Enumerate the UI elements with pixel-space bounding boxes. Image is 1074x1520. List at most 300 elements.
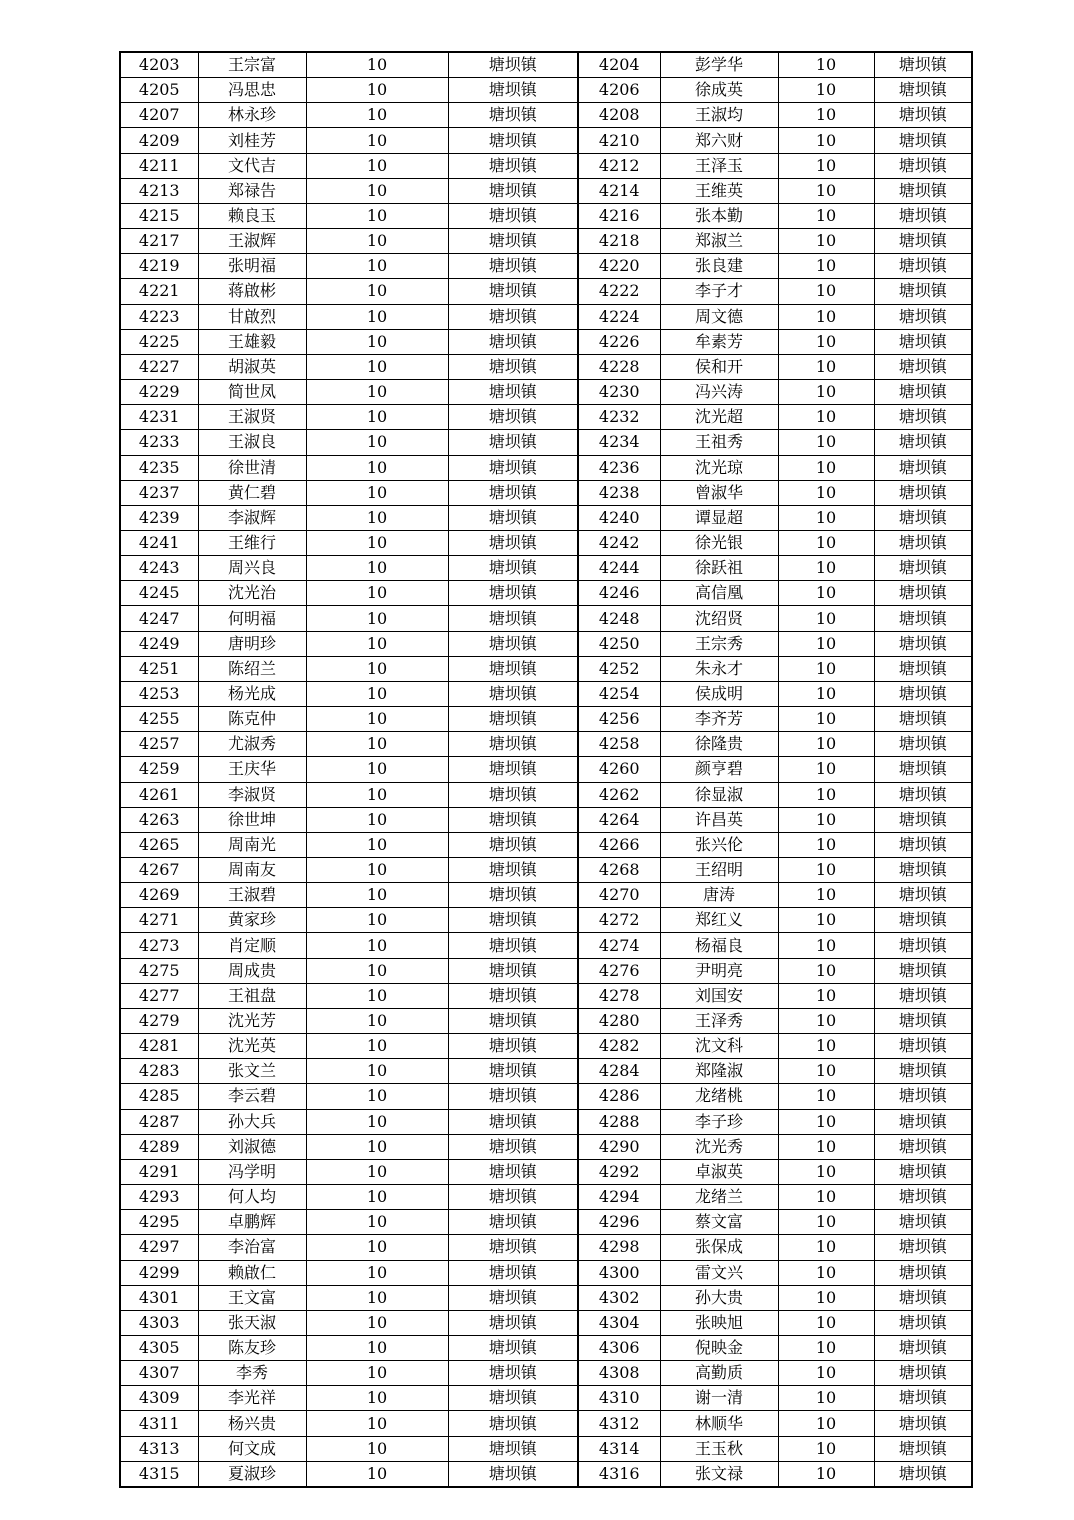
amount-cell: 10: [778, 656, 874, 681]
record-id-cell: 4233: [120, 430, 198, 455]
town-cell: 塘坝镇: [448, 1109, 578, 1134]
amount-cell: 10: [306, 1109, 448, 1134]
town-cell: 塘坝镇: [874, 128, 972, 153]
name-cell: 龙绪兰: [660, 1185, 778, 1210]
town-cell: 塘坝镇: [448, 983, 578, 1008]
town-cell: 塘坝镇: [874, 1411, 972, 1436]
name-cell: 张映旭: [660, 1310, 778, 1335]
table-row: [120, 178, 972, 203]
amount-cell: 10: [306, 203, 448, 228]
record-id-cell: 4263: [120, 807, 198, 832]
name-cell: 李光祥: [198, 1386, 306, 1411]
table-row: [120, 153, 972, 178]
amount-cell: 10: [306, 1361, 448, 1386]
table-row: [120, 203, 972, 228]
town-cell: 塘坝镇: [874, 304, 972, 329]
name-cell: 谢一清: [660, 1386, 778, 1411]
town-cell: 塘坝镇: [448, 455, 578, 480]
name-cell: 黄仁碧: [198, 480, 306, 505]
amount-cell: 10: [778, 103, 874, 128]
amount-cell: 10: [778, 1386, 874, 1411]
town-cell: 塘坝镇: [874, 1310, 972, 1335]
name-cell: 张兴伦: [660, 832, 778, 857]
record-id-cell: 4287: [120, 1109, 198, 1134]
town-cell: 塘坝镇: [874, 530, 972, 555]
town-cell: 塘坝镇: [448, 757, 578, 782]
name-cell: 肖定顺: [198, 933, 306, 958]
town-cell: 塘坝镇: [874, 883, 972, 908]
record-id-cell: 4221: [120, 279, 198, 304]
name-cell: 侯成明: [660, 681, 778, 706]
record-id-cell: 4297: [120, 1235, 198, 1260]
town-cell: 塘坝镇: [874, 631, 972, 656]
town-cell: 塘坝镇: [874, 1210, 972, 1235]
amount-cell: 10: [306, 556, 448, 581]
name-cell: 赖啟仁: [198, 1260, 306, 1285]
town-cell: 塘坝镇: [874, 505, 972, 530]
town-cell: 塘坝镇: [874, 983, 972, 1008]
amount-cell: 10: [306, 405, 448, 430]
record-id-cell: 4259: [120, 757, 198, 782]
record-id-cell: 4249: [120, 631, 198, 656]
name-cell: 郑隆淑: [660, 1059, 778, 1084]
town-cell: 塘坝镇: [874, 254, 972, 279]
record-id-cell: 4246: [578, 581, 660, 606]
amount-cell: 10: [778, 1461, 874, 1487]
record-id-cell: 4239: [120, 505, 198, 530]
town-cell: 塘坝镇: [874, 279, 972, 304]
amount-cell: 10: [306, 832, 448, 857]
table-row: [120, 757, 972, 782]
record-id-cell: 4277: [120, 983, 198, 1008]
amount-cell: 10: [778, 1411, 874, 1436]
amount-cell: 10: [778, 1436, 874, 1461]
record-id-cell: 4290: [578, 1134, 660, 1159]
name-cell: 李子珍: [660, 1109, 778, 1134]
name-cell: 沈光治: [198, 581, 306, 606]
name-cell: 尤淑秀: [198, 732, 306, 757]
town-cell: 塘坝镇: [874, 556, 972, 581]
name-cell: 徐显淑: [660, 782, 778, 807]
name-cell: 孙大贵: [660, 1285, 778, 1310]
table-row: [120, 1436, 972, 1461]
amount-cell: 10: [778, 530, 874, 555]
name-cell: 杨光成: [198, 681, 306, 706]
amount-cell: 10: [306, 858, 448, 883]
name-cell: 蔡文富: [660, 1210, 778, 1235]
town-cell: 塘坝镇: [874, 103, 972, 128]
town-cell: 塘坝镇: [874, 1159, 972, 1184]
amount-cell: 10: [778, 707, 874, 732]
town-cell: 塘坝镇: [448, 1411, 578, 1436]
record-id-cell: 4218: [578, 229, 660, 254]
amount-cell: 10: [778, 430, 874, 455]
record-id-cell: 4262: [578, 782, 660, 807]
amount-cell: 10: [306, 656, 448, 681]
record-id-cell: 4311: [120, 1411, 198, 1436]
name-cell: 王淑辉: [198, 229, 306, 254]
record-id-cell: 4203: [120, 52, 198, 78]
name-cell: 刘国安: [660, 983, 778, 1008]
name-cell: 沈文科: [660, 1034, 778, 1059]
town-cell: 塘坝镇: [874, 958, 972, 983]
town-cell: 塘坝镇: [448, 430, 578, 455]
town-cell: 塘坝镇: [874, 1084, 972, 1109]
record-id-cell: 4251: [120, 656, 198, 681]
name-cell: 彭学华: [660, 52, 778, 78]
record-id-cell: 4310: [578, 1386, 660, 1411]
town-cell: 塘坝镇: [448, 908, 578, 933]
amount-cell: 10: [306, 1411, 448, 1436]
record-id-cell: 4217: [120, 229, 198, 254]
name-cell: 牟素芳: [660, 329, 778, 354]
record-id-cell: 4276: [578, 958, 660, 983]
town-cell: 塘坝镇: [874, 52, 972, 78]
table-row: [120, 480, 972, 505]
amount-cell: 10: [306, 304, 448, 329]
amount-cell: 10: [778, 1109, 874, 1134]
town-cell: 塘坝镇: [874, 832, 972, 857]
town-cell: 塘坝镇: [448, 480, 578, 505]
name-cell: 周兴良: [198, 556, 306, 581]
name-cell: 高勤质: [660, 1361, 778, 1386]
town-cell: 塘坝镇: [874, 1436, 972, 1461]
table-row: [120, 983, 972, 1008]
amount-cell: 10: [778, 681, 874, 706]
town-cell: 塘坝镇: [448, 1210, 578, 1235]
record-id-cell: 4207: [120, 103, 198, 128]
amount-cell: 10: [306, 1310, 448, 1335]
record-id-cell: 4215: [120, 203, 198, 228]
name-cell: 郑淑兰: [660, 229, 778, 254]
amount-cell: 10: [778, 1210, 874, 1235]
table-row: [120, 883, 972, 908]
amount-cell: 10: [778, 405, 874, 430]
town-cell: 塘坝镇: [874, 1109, 972, 1134]
town-cell: 塘坝镇: [874, 1386, 972, 1411]
town-cell: 塘坝镇: [448, 78, 578, 103]
town-cell: 塘坝镇: [448, 656, 578, 681]
table-row: [120, 782, 972, 807]
record-id-cell: 4253: [120, 681, 198, 706]
town-cell: 塘坝镇: [448, 304, 578, 329]
record-id-cell: 4214: [578, 178, 660, 203]
town-cell: 塘坝镇: [448, 556, 578, 581]
table-row: [120, 933, 972, 958]
record-id-cell: 4225: [120, 329, 198, 354]
record-id-cell: 4302: [578, 1285, 660, 1310]
record-id-cell: 4284: [578, 1059, 660, 1084]
name-cell: 颜亨碧: [660, 757, 778, 782]
name-cell: 刘淑德: [198, 1134, 306, 1159]
roster-table-body: [120, 52, 972, 1487]
record-id-cell: 4235: [120, 455, 198, 480]
town-cell: 塘坝镇: [448, 1285, 578, 1310]
name-cell: 陈绍兰: [198, 656, 306, 681]
amount-cell: 10: [306, 958, 448, 983]
record-id-cell: 4236: [578, 455, 660, 480]
record-id-cell: 4278: [578, 983, 660, 1008]
town-cell: 塘坝镇: [874, 707, 972, 732]
table-row: [120, 1084, 972, 1109]
record-id-cell: 4275: [120, 958, 198, 983]
amount-cell: 10: [306, 883, 448, 908]
record-id-cell: 4281: [120, 1034, 198, 1059]
record-id-cell: 4232: [578, 405, 660, 430]
town-cell: 塘坝镇: [874, 1235, 972, 1260]
name-cell: 李子才: [660, 279, 778, 304]
table-row: [120, 78, 972, 103]
name-cell: 王宗富: [198, 52, 306, 78]
record-id-cell: 4305: [120, 1335, 198, 1360]
amount-cell: 10: [306, 1436, 448, 1461]
name-cell: 沈光英: [198, 1034, 306, 1059]
name-cell: 唐明珍: [198, 631, 306, 656]
table-row: [120, 304, 972, 329]
table-row: [120, 1159, 972, 1184]
name-cell: 张明福: [198, 254, 306, 279]
town-cell: 塘坝镇: [448, 606, 578, 631]
name-cell: 沈光超: [660, 405, 778, 430]
town-cell: 塘坝镇: [874, 229, 972, 254]
record-id-cell: 4267: [120, 858, 198, 883]
town-cell: 塘坝镇: [448, 933, 578, 958]
amount-cell: 10: [778, 1134, 874, 1159]
table-row: [120, 505, 972, 530]
town-cell: 塘坝镇: [874, 178, 972, 203]
town-cell: 塘坝镇: [874, 782, 972, 807]
amount-cell: 10: [306, 530, 448, 555]
town-cell: 塘坝镇: [448, 1159, 578, 1184]
name-cell: 张文兰: [198, 1059, 306, 1084]
table-row: [120, 1109, 972, 1134]
name-cell: 甘啟烈: [198, 304, 306, 329]
name-cell: 何明福: [198, 606, 306, 631]
record-id-cell: 4296: [578, 1210, 660, 1235]
town-cell: 塘坝镇: [448, 229, 578, 254]
record-id-cell: 4293: [120, 1185, 198, 1210]
amount-cell: 10: [306, 1386, 448, 1411]
amount-cell: 10: [306, 354, 448, 379]
amount-cell: 10: [306, 430, 448, 455]
amount-cell: 10: [306, 1185, 448, 1210]
table-row: [120, 732, 972, 757]
amount-cell: 10: [306, 480, 448, 505]
name-cell: 王玉秋: [660, 1436, 778, 1461]
record-id-cell: 4292: [578, 1159, 660, 1184]
table-row: [120, 1034, 972, 1059]
name-cell: 何人均: [198, 1185, 306, 1210]
town-cell: 塘坝镇: [448, 329, 578, 354]
record-id-cell: 4272: [578, 908, 660, 933]
amount-cell: 10: [778, 1084, 874, 1109]
amount-cell: 10: [306, 581, 448, 606]
amount-cell: 10: [306, 1134, 448, 1159]
table-row: [120, 455, 972, 480]
town-cell: 塘坝镇: [448, 128, 578, 153]
record-id-cell: 4254: [578, 681, 660, 706]
town-cell: 塘坝镇: [874, 1134, 972, 1159]
town-cell: 塘坝镇: [448, 1185, 578, 1210]
table-row: [120, 405, 972, 430]
name-cell: 张保成: [660, 1235, 778, 1260]
name-cell: 张本勤: [660, 203, 778, 228]
record-id-cell: 4306: [578, 1335, 660, 1360]
amount-cell: 10: [778, 631, 874, 656]
amount-cell: 10: [306, 52, 448, 78]
name-cell: 杨福良: [660, 933, 778, 958]
name-cell: 李淑辉: [198, 505, 306, 530]
record-id-cell: 4206: [578, 78, 660, 103]
amount-cell: 10: [778, 782, 874, 807]
amount-cell: 10: [778, 1185, 874, 1210]
table-row: [120, 1210, 972, 1235]
name-cell: 谭显超: [660, 505, 778, 530]
amount-cell: 10: [306, 707, 448, 732]
amount-cell: 10: [306, 1335, 448, 1360]
table-row: [120, 380, 972, 405]
town-cell: 塘坝镇: [448, 405, 578, 430]
record-id-cell: 4307: [120, 1361, 198, 1386]
table-row: [120, 1310, 972, 1335]
town-cell: 塘坝镇: [874, 78, 972, 103]
table-row: [120, 908, 972, 933]
record-id-cell: 4308: [578, 1361, 660, 1386]
town-cell: 塘坝镇: [874, 732, 972, 757]
town-cell: 塘坝镇: [874, 581, 972, 606]
record-id-cell: 4227: [120, 354, 198, 379]
amount-cell: 10: [778, 78, 874, 103]
table-row: [120, 1235, 972, 1260]
record-id-cell: 4240: [578, 505, 660, 530]
town-cell: 塘坝镇: [448, 581, 578, 606]
town-cell: 塘坝镇: [874, 933, 972, 958]
town-cell: 塘坝镇: [874, 203, 972, 228]
table-row: [120, 606, 972, 631]
table-row: [120, 656, 972, 681]
town-cell: 塘坝镇: [448, 1335, 578, 1360]
name-cell: 徐世清: [198, 455, 306, 480]
record-id-cell: 4252: [578, 656, 660, 681]
name-cell: 徐成英: [660, 78, 778, 103]
town-cell: 塘坝镇: [448, 354, 578, 379]
name-cell: 林永珍: [198, 103, 306, 128]
amount-cell: 10: [778, 1310, 874, 1335]
table-row: [120, 279, 972, 304]
amount-cell: 10: [778, 1159, 874, 1184]
record-id-cell: 4299: [120, 1260, 198, 1285]
record-id-cell: 4230: [578, 380, 660, 405]
record-id-cell: 4309: [120, 1386, 198, 1411]
record-id-cell: 4228: [578, 354, 660, 379]
record-id-cell: 4219: [120, 254, 198, 279]
amount-cell: 10: [306, 1008, 448, 1033]
record-id-cell: 4212: [578, 153, 660, 178]
record-id-cell: 4298: [578, 1235, 660, 1260]
amount-cell: 10: [306, 329, 448, 354]
amount-cell: 10: [778, 128, 874, 153]
amount-cell: 10: [778, 1008, 874, 1033]
record-id-cell: 4316: [578, 1461, 660, 1487]
name-cell: 周成贵: [198, 958, 306, 983]
name-cell: 龙绪桃: [660, 1084, 778, 1109]
record-id-cell: 4250: [578, 631, 660, 656]
record-id-cell: 4288: [578, 1109, 660, 1134]
amount-cell: 10: [778, 52, 874, 78]
town-cell: 塘坝镇: [448, 1134, 578, 1159]
town-cell: 塘坝镇: [448, 1436, 578, 1461]
amount-cell: 10: [306, 908, 448, 933]
record-id-cell: 4223: [120, 304, 198, 329]
town-cell: 塘坝镇: [448, 530, 578, 555]
name-cell: 孙大兵: [198, 1109, 306, 1134]
table-row: [120, 1260, 972, 1285]
amount-cell: 10: [778, 153, 874, 178]
town-cell: 塘坝镇: [874, 1034, 972, 1059]
record-id-cell: 4273: [120, 933, 198, 958]
record-id-cell: 4224: [578, 304, 660, 329]
town-cell: 塘坝镇: [448, 958, 578, 983]
town-cell: 塘坝镇: [448, 380, 578, 405]
record-id-cell: 4229: [120, 380, 198, 405]
name-cell: 王淑均: [660, 103, 778, 128]
record-id-cell: 4268: [578, 858, 660, 883]
name-cell: 王祖秀: [660, 430, 778, 455]
town-cell: 塘坝镇: [874, 1335, 972, 1360]
name-cell: 曾淑华: [660, 480, 778, 505]
amount-cell: 10: [306, 229, 448, 254]
record-id-cell: 4211: [120, 153, 198, 178]
table-row: [120, 958, 972, 983]
record-id-cell: 4210: [578, 128, 660, 153]
town-cell: 塘坝镇: [874, 1361, 972, 1386]
town-cell: 塘坝镇: [874, 757, 972, 782]
record-id-cell: 4265: [120, 832, 198, 857]
name-cell: 冯兴涛: [660, 380, 778, 405]
record-id-cell: 4220: [578, 254, 660, 279]
amount-cell: 10: [778, 1335, 874, 1360]
amount-cell: 10: [778, 1260, 874, 1285]
amount-cell: 10: [306, 103, 448, 128]
record-id-cell: 4216: [578, 203, 660, 228]
name-cell: 沈光秀: [660, 1134, 778, 1159]
record-id-cell: 4258: [578, 732, 660, 757]
name-cell: 李淑贤: [198, 782, 306, 807]
name-cell: 王泽秀: [660, 1008, 778, 1033]
name-cell: 郑禄告: [198, 178, 306, 203]
table-row: [120, 631, 972, 656]
name-cell: 王祖盘: [198, 983, 306, 1008]
town-cell: 塘坝镇: [874, 606, 972, 631]
record-id-cell: 4291: [120, 1159, 198, 1184]
table-row: [120, 354, 972, 379]
name-cell: 徐跃祖: [660, 556, 778, 581]
name-cell: 周南光: [198, 832, 306, 857]
record-id-cell: 4271: [120, 908, 198, 933]
record-id-cell: 4248: [578, 606, 660, 631]
name-cell: 王宗秀: [660, 631, 778, 656]
amount-cell: 10: [778, 908, 874, 933]
name-cell: 卓淑英: [660, 1159, 778, 1184]
name-cell: 唐涛: [660, 883, 778, 908]
record-id-cell: 4300: [578, 1260, 660, 1285]
amount-cell: 10: [778, 556, 874, 581]
town-cell: 塘坝镇: [448, 1461, 578, 1487]
record-id-cell: 4261: [120, 782, 198, 807]
amount-cell: 10: [306, 983, 448, 1008]
town-cell: 塘坝镇: [874, 455, 972, 480]
town-cell: 塘坝镇: [448, 1260, 578, 1285]
